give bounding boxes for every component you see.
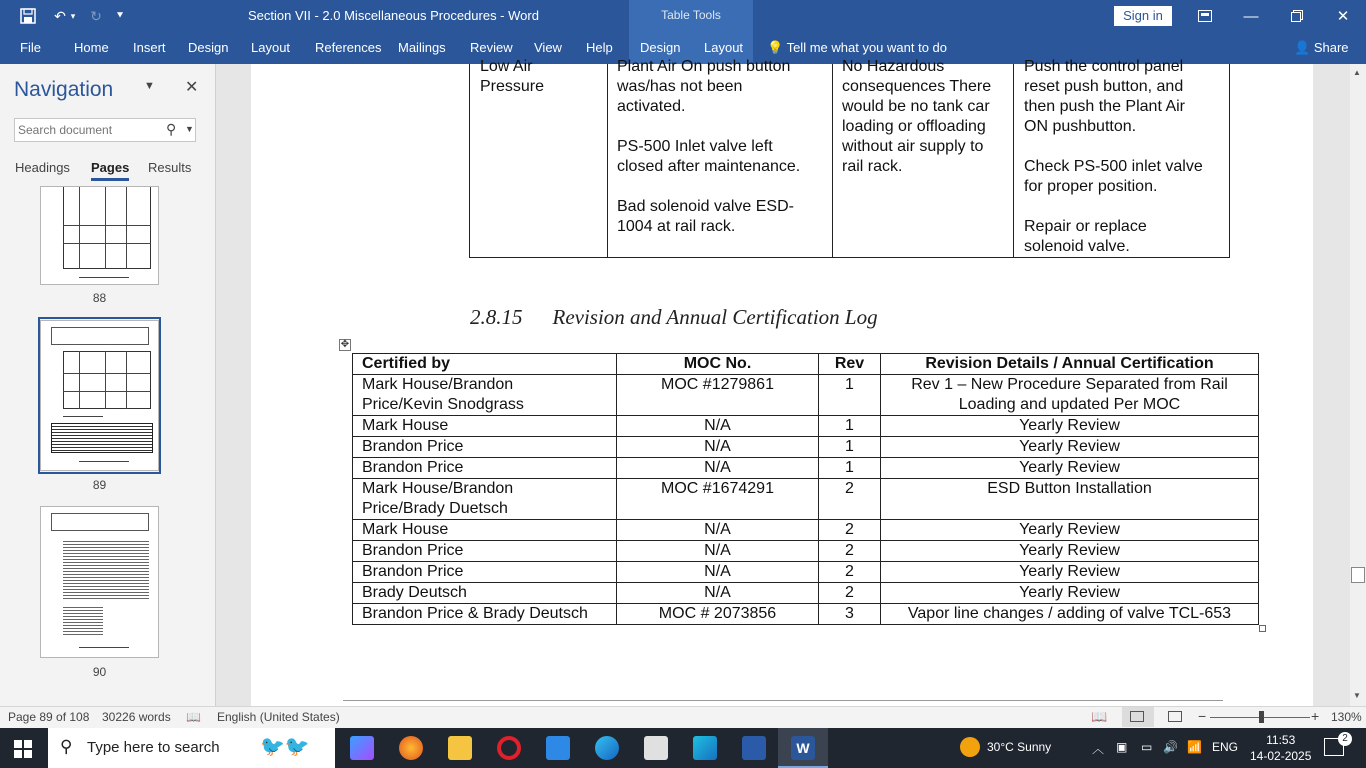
nav-close-icon[interactable]: ✕ [185, 79, 199, 96]
opera-icon[interactable] [497, 736, 521, 760]
section-title: Revision and Annual Certification Log [552, 305, 878, 329]
zoom-level[interactable]: 130% [1331, 710, 1362, 724]
cell-line: Check PS-500 inlet valve [1024, 158, 1203, 175]
cell-line: consequences There [842, 78, 992, 95]
status-bar [0, 706, 1366, 728]
start-icon[interactable] [14, 740, 32, 761]
table-cell[interactable]: MOC #1279861 [617, 375, 819, 416]
clock-date: 14-02-2025 [1250, 749, 1312, 763]
cell-line: Plant Air On push button [617, 58, 791, 75]
window-title: Section VII - 2.0 Miscellaneous Procedures - Word [248, 8, 539, 23]
header-revision-details: Revision Details / Annual Certification [881, 354, 1259, 375]
table-cell[interactable]: 1 [819, 437, 881, 458]
cell-line: Repair or replace [1024, 218, 1147, 235]
cell-line: reset push button, and [1024, 78, 1184, 95]
undo-dropdown-icon[interactable]: ▾ [70, 10, 76, 21]
table-cell[interactable]: Vapor line changes / adding of valve TCL-653 [881, 604, 1259, 625]
cell-line: Low Air [480, 58, 533, 75]
word-count[interactable]: 30226 words [102, 710, 171, 724]
table-cell[interactable]: 2 [819, 520, 881, 541]
sign-in-button[interactable]: Sign in [1114, 6, 1172, 26]
weather-sun-icon [960, 737, 980, 757]
cell-line: No Hazardous [842, 58, 945, 75]
restore-icon[interactable] [1274, 0, 1320, 32]
table-cell[interactable]: MOC #1674291 [617, 479, 819, 520]
table-cell[interactable]: Brandon Price & Brady Deutsch [353, 604, 617, 625]
cell-line [1024, 197, 1203, 217]
mail-icon[interactable] [546, 736, 570, 760]
table-cell[interactable]: N/A [617, 437, 819, 458]
copilot-icon[interactable] [350, 736, 374, 760]
nav-tab-pages[interactable]: Pages [91, 160, 129, 181]
scroll-down-icon[interactable]: ▼ [1353, 691, 1361, 700]
search-icon[interactable]: ⚲ [166, 121, 177, 137]
tab-review[interactable]: Review [470, 40, 513, 55]
save-icon[interactable] [12, 0, 44, 32]
cell-line: PS-500 Inlet valve left [617, 138, 773, 155]
tab-help[interactable]: Help [586, 40, 613, 55]
cell-line: 1004 at rail rack. [617, 218, 736, 235]
cell-causes [617, 57, 800, 237]
web-layout-icon[interactable] [1168, 711, 1182, 722]
table-cell[interactable]: N/A [617, 562, 819, 583]
search-icon: ⚲ [60, 737, 73, 756]
tab-view[interactable]: View [534, 40, 562, 55]
cell-line: Pressure [480, 78, 545, 95]
taskbar-search-placeholder: Type here to search [87, 739, 220, 756]
person-icon: 👤 [1294, 40, 1311, 55]
app-icon-blue[interactable] [693, 736, 717, 760]
cell-actions [1024, 57, 1203, 257]
table-cell[interactable]: N/A [617, 416, 819, 437]
table-cell[interactable]: 1 [819, 375, 881, 416]
table-cell[interactable]: Yearly Review [881, 458, 1259, 479]
table-cell[interactable]: 1 [819, 458, 881, 479]
cell-line: loading or offloading [842, 118, 986, 135]
table-row [353, 583, 1259, 604]
tab-references[interactable]: References [315, 40, 382, 55]
cell-line: closed after maintenance. [617, 158, 801, 175]
firefox-icon[interactable] [399, 736, 423, 760]
cell-consequences [842, 57, 991, 177]
cell-line: for proper position. [1024, 178, 1158, 195]
table-cell[interactable]: Mark House/Brandon Price/Brady Duetsch [353, 479, 617, 520]
minimize-icon[interactable]: — [1243, 7, 1259, 25]
page-number-90: 90 [92, 665, 107, 679]
table-row [353, 479, 1259, 520]
notification-count: 2 [1338, 732, 1352, 746]
cell-line: solenoid valve. [1024, 238, 1130, 255]
edge-icon[interactable] [595, 736, 619, 760]
share-label: Share [1313, 40, 1349, 55]
print-layout-glyph [1130, 711, 1144, 722]
table-cell[interactable]: Mark House [353, 520, 617, 541]
tab-design[interactable]: Design [188, 40, 229, 55]
table-cell[interactable]: Brandon Price [353, 458, 617, 479]
app-icon-network[interactable] [742, 736, 766, 760]
table-header-row [353, 354, 1259, 375]
tab-layout[interactable]: Layout [251, 40, 291, 55]
tab-home[interactable]: Home [74, 40, 109, 55]
undo-icon[interactable]: ↶ [54, 7, 66, 24]
app-icon-calculator[interactable] [644, 736, 668, 760]
section-heading [470, 305, 878, 330]
page-footer-line [343, 700, 1223, 701]
table-row [353, 541, 1259, 562]
redo-icon: ↻ [90, 7, 102, 24]
table-cell[interactable]: Yearly Review [881, 520, 1259, 541]
tell-me-search[interactable] [767, 40, 947, 56]
nav-options-icon[interactable]: ▼ [144, 80, 155, 92]
table-tools-label: Table Tools [661, 8, 721, 22]
page-count[interactable]: Page 89 of 108 [8, 710, 90, 724]
page-number-89: 89 [92, 478, 107, 492]
lightbulb-icon: 💡 [767, 40, 784, 55]
revision-log-table [352, 353, 1259, 625]
cell-line: without air supply to [842, 138, 984, 155]
table-cell[interactable]: Brandon Price [353, 541, 617, 562]
input-language[interactable]: ENG [1212, 740, 1239, 754]
table-cell[interactable]: N/A [617, 541, 819, 562]
tab-insert[interactable]: Insert [133, 40, 166, 55]
table-cell[interactable]: MOC # 2073856 [617, 604, 819, 625]
table-row [353, 604, 1259, 625]
battery-icon[interactable]: ▭ [1141, 740, 1153, 754]
tab-mailings[interactable]: Mailings [398, 40, 446, 55]
table-cell[interactable]: 2 [819, 541, 881, 562]
volume-icon[interactable]: 🔊 [1163, 740, 1178, 754]
table-row [353, 375, 1259, 416]
navigation-pane [0, 64, 216, 706]
nav-tab-headings[interactable]: Headings [15, 160, 70, 175]
birds-icon: 🐦🐦 [260, 736, 310, 758]
table-cell[interactable]: Brady Deutsch [353, 583, 617, 604]
table-cell[interactable]: N/A [617, 520, 819, 541]
weather-text[interactable]: 30°C Sunny [987, 740, 1052, 754]
file-explorer-icon[interactable] [448, 736, 472, 760]
scroll-thumb[interactable] [1351, 567, 1365, 583]
table-cell[interactable]: 2 [819, 479, 881, 520]
word-icon: W [791, 736, 815, 760]
table-move-handle-icon[interactable]: ✥ [340, 339, 350, 350]
customize-qat-icon[interactable]: ⯆ [115, 9, 125, 22]
cell-line [1024, 137, 1203, 157]
table-row [353, 437, 1259, 458]
table-cell[interactable]: Mark House [353, 416, 617, 437]
table-cell[interactable]: Yearly Review [881, 416, 1259, 437]
header-rev: Rev [819, 354, 881, 375]
scroll-up-icon[interactable]: ▲ [1353, 68, 1361, 77]
taskbar-search-box[interactable] [48, 728, 335, 768]
cell-line [617, 117, 800, 137]
zoom-out-icon[interactable]: − [1198, 708, 1207, 724]
table-cell[interactable]: 1 [819, 416, 881, 437]
header-moc-no: MOC No. [617, 354, 819, 375]
tab-table-design[interactable]: Design [640, 40, 681, 55]
page-thumbnail-90[interactable] [40, 506, 159, 658]
table-row [353, 520, 1259, 541]
language[interactable]: English (United States) [217, 710, 340, 724]
page-thumbnail-89[interactable] [40, 320, 159, 471]
table-row [353, 458, 1259, 479]
tab-file[interactable]: File [20, 40, 41, 55]
table-resize-handle[interactable] [1259, 625, 1266, 632]
table-cell[interactable]: Rev 1 – New Procedure Separated from Rail Loading and updated Per MOC [881, 375, 1259, 416]
table-cell[interactable]: Yearly Review [881, 437, 1259, 458]
table-cell[interactable]: N/A [617, 458, 819, 479]
table-cell[interactable]: Yearly Review [881, 583, 1259, 604]
nav-tab-results[interactable]: Results [148, 160, 192, 175]
header-certified-by: Certified by [353, 354, 617, 375]
tray-app-icon[interactable]: ▣ [1116, 740, 1128, 754]
vertical-scrollbar[interactable] [1350, 64, 1366, 706]
cell-line: activated. [617, 98, 686, 115]
zoom-in-icon[interactable]: + [1311, 708, 1320, 724]
page-number-88: 88 [92, 291, 107, 305]
cell-line: Push the control panel [1024, 58, 1184, 75]
cell-line: was/has not been [617, 78, 743, 95]
network-icon[interactable]: 📶 [1187, 740, 1202, 754]
tab-table-layout[interactable]: Layout [704, 40, 744, 55]
table-cell[interactable]: Yearly Review [881, 541, 1259, 562]
tell-me-label: Tell me what you want to do [786, 40, 947, 55]
proofing-icon[interactable]: 📖 [186, 710, 201, 724]
show-hidden-icons[interactable]: ︿ [1092, 742, 1105, 756]
cell-low-air-pressure [480, 57, 544, 97]
clock[interactable] [1250, 732, 1311, 764]
cell-line: ON pushbutton. [1024, 118, 1137, 135]
close-icon[interactable]: ✕ [1336, 8, 1350, 25]
navigation-title: Navigation [14, 78, 114, 101]
search-dropdown-icon[interactable]: ▼ [185, 124, 194, 134]
cell-line: Bad solenoid valve ESD- [617, 198, 794, 215]
thumb-table [63, 187, 151, 269]
table-cell[interactable]: 2 [819, 583, 881, 604]
table-row [353, 562, 1259, 583]
cell-line: then push the Plant Air [1024, 98, 1185, 115]
clock-time: 11:53 [1266, 733, 1296, 747]
cell-line [617, 177, 800, 197]
zoom-slider-thumb[interactable] [1259, 711, 1264, 723]
table-cell[interactable]: 2 [819, 562, 881, 583]
cell-line: rail rack. [842, 158, 903, 175]
taskbar [0, 728, 1366, 768]
table-cell[interactable]: Brandon Price [353, 437, 617, 458]
section-number: 2.8.15 [470, 305, 523, 329]
read-mode-icon[interactable]: 📖 [1091, 709, 1108, 724]
table-cell[interactable]: Mark House/Brandon Price/Kevin Snodgrass [353, 375, 617, 416]
table-cell[interactable]: N/A [617, 583, 819, 604]
table-cell[interactable]: Yearly Review [881, 562, 1259, 583]
table-cell[interactable]: 3 [819, 604, 881, 625]
share-button[interactable] [1294, 40, 1349, 56]
table-cell[interactable]: Brandon Price [353, 562, 617, 583]
table-cell[interactable]: ESD Button Installation [881, 479, 1259, 520]
page-thumbnail-88[interactable] [40, 186, 159, 285]
cell-line: would be no tank car [842, 98, 990, 115]
ribbon-display-options-icon[interactable] [1182, 0, 1228, 32]
table-row [353, 416, 1259, 437]
